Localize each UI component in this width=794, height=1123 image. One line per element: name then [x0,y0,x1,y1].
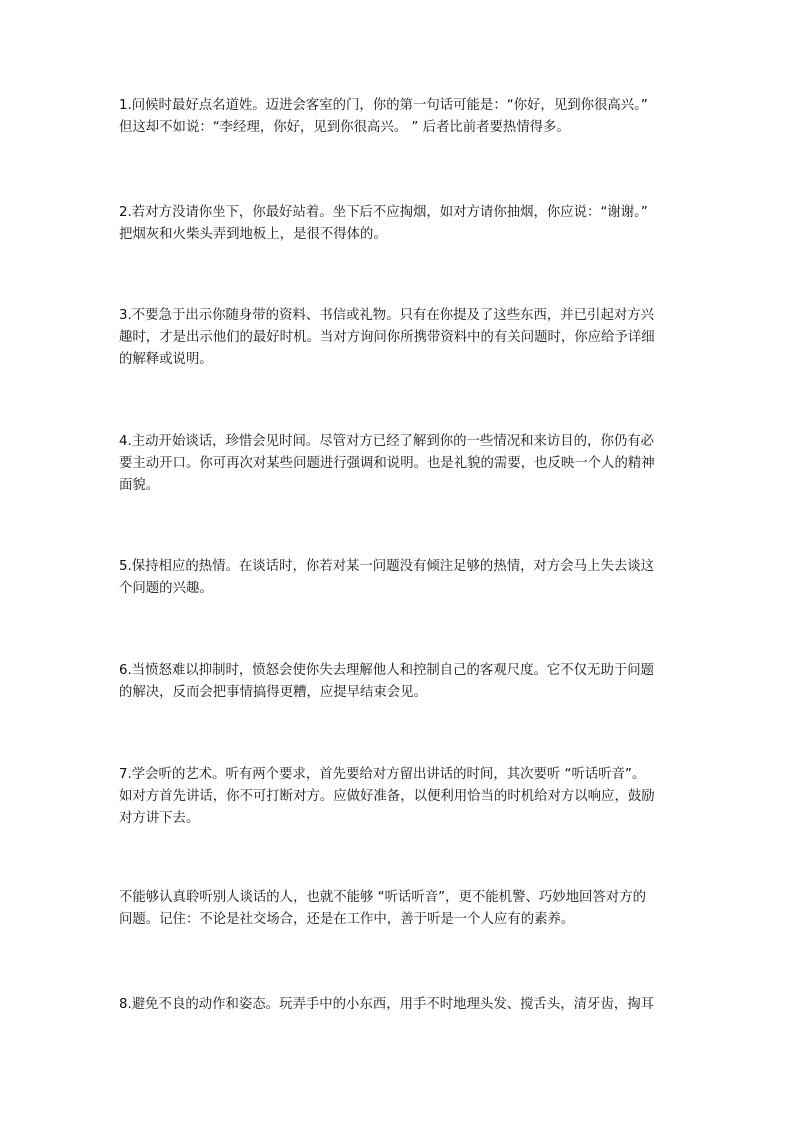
paragraph-line: 的解释或说明。 [119,352,213,367]
paragraph-7 [119,764,679,830]
paragraph-line: 但这却不如说：“李经理，你好，见到你很高兴。 ” 后者比前者要热情得多。 [119,120,570,135]
paragraph-1 [119,95,679,139]
paragraph-line: 面貌。 [119,478,160,493]
paragraph-line: 不能够认真聆听别人谈话的人，也就不能够 “听话听音”，更不能机警、巧妙地回答对方的 [119,890,646,905]
paragraph-line: 4.主动开始谈话，珍惜会见时间。尽管对方已经了解到你的一些情况和来访目的，你仍有必 [119,434,655,449]
paragraph-line: 如对方首先讲话，你不可打断对方。应做好准备，以便利用恰当的时机给对方以响应，鼓励 [119,789,655,804]
paragraph-line: 1.问候时最好点名道姓。迈进会客室的门，你的第一句话可能是：“你好，见到你很高兴。” [119,98,648,113]
paragraph-line: 2.若对方没请你坐下，你最好站着。坐下后不应掏烟，如对方请你抽烟，你应说：“谢谢。” [119,205,648,220]
paragraph-line: 5.保持相应的热情。在谈话时，你若对某一问题没有倾注足够的热情，对方会马上失去谈这 [119,559,655,574]
paragraph-9 [119,994,679,1016]
paragraph-2 [119,202,679,246]
paragraph-line: 要主动开口。你可再次对某些问题进行强调和说明。也是礼貌的需要，也反映一个人的精神 [119,456,655,471]
paragraph-line: 8.避免不良的动作和姿态。玩弄手中的小东西，用手不时地理头发、搅舌头，清牙齿，掏耳 [119,997,655,1012]
paragraph-line: 把烟灰和火柴头弄到地板上，是很不得体的。 [119,227,387,242]
paragraph-8 [119,887,679,931]
paragraph-line: 7.学会听的艺术。听有两个要求，首先要给对方留出讲话的时间，其次要听 “听话听音”。 [119,767,646,782]
paragraph-4 [119,431,679,497]
paragraph-line: 对方讲下去。 [119,811,200,826]
paragraph-line: 3.不要急于出示你随身带的资料、书信或礼物。只有在你提及了这些东西，并已引起对方兴 [119,308,655,323]
paragraph-line: 的解决，反而会把事情搞得更糟，应提早结束会见。 [119,685,427,700]
paragraph-3 [119,305,679,371]
paragraph-5 [119,556,679,600]
paragraph-line: 个问题的兴趣。 [119,581,213,596]
paragraph-line: 6.当愤怒难以抑制时，愤怒会使你失去理解他人和控制自己的客观尺度。它不仅无助于问题 [119,663,655,678]
paragraph-line: 问题。记住：不论是社交场合，还是在工作中，善于听是一个人应有的素养。 [119,912,575,927]
paragraph-line: 趣时，才是出示他们的最好时机。当对方询问你所携带资料中的有关问题时，你应给予详细 [119,330,655,345]
paragraph-6 [119,660,679,704]
